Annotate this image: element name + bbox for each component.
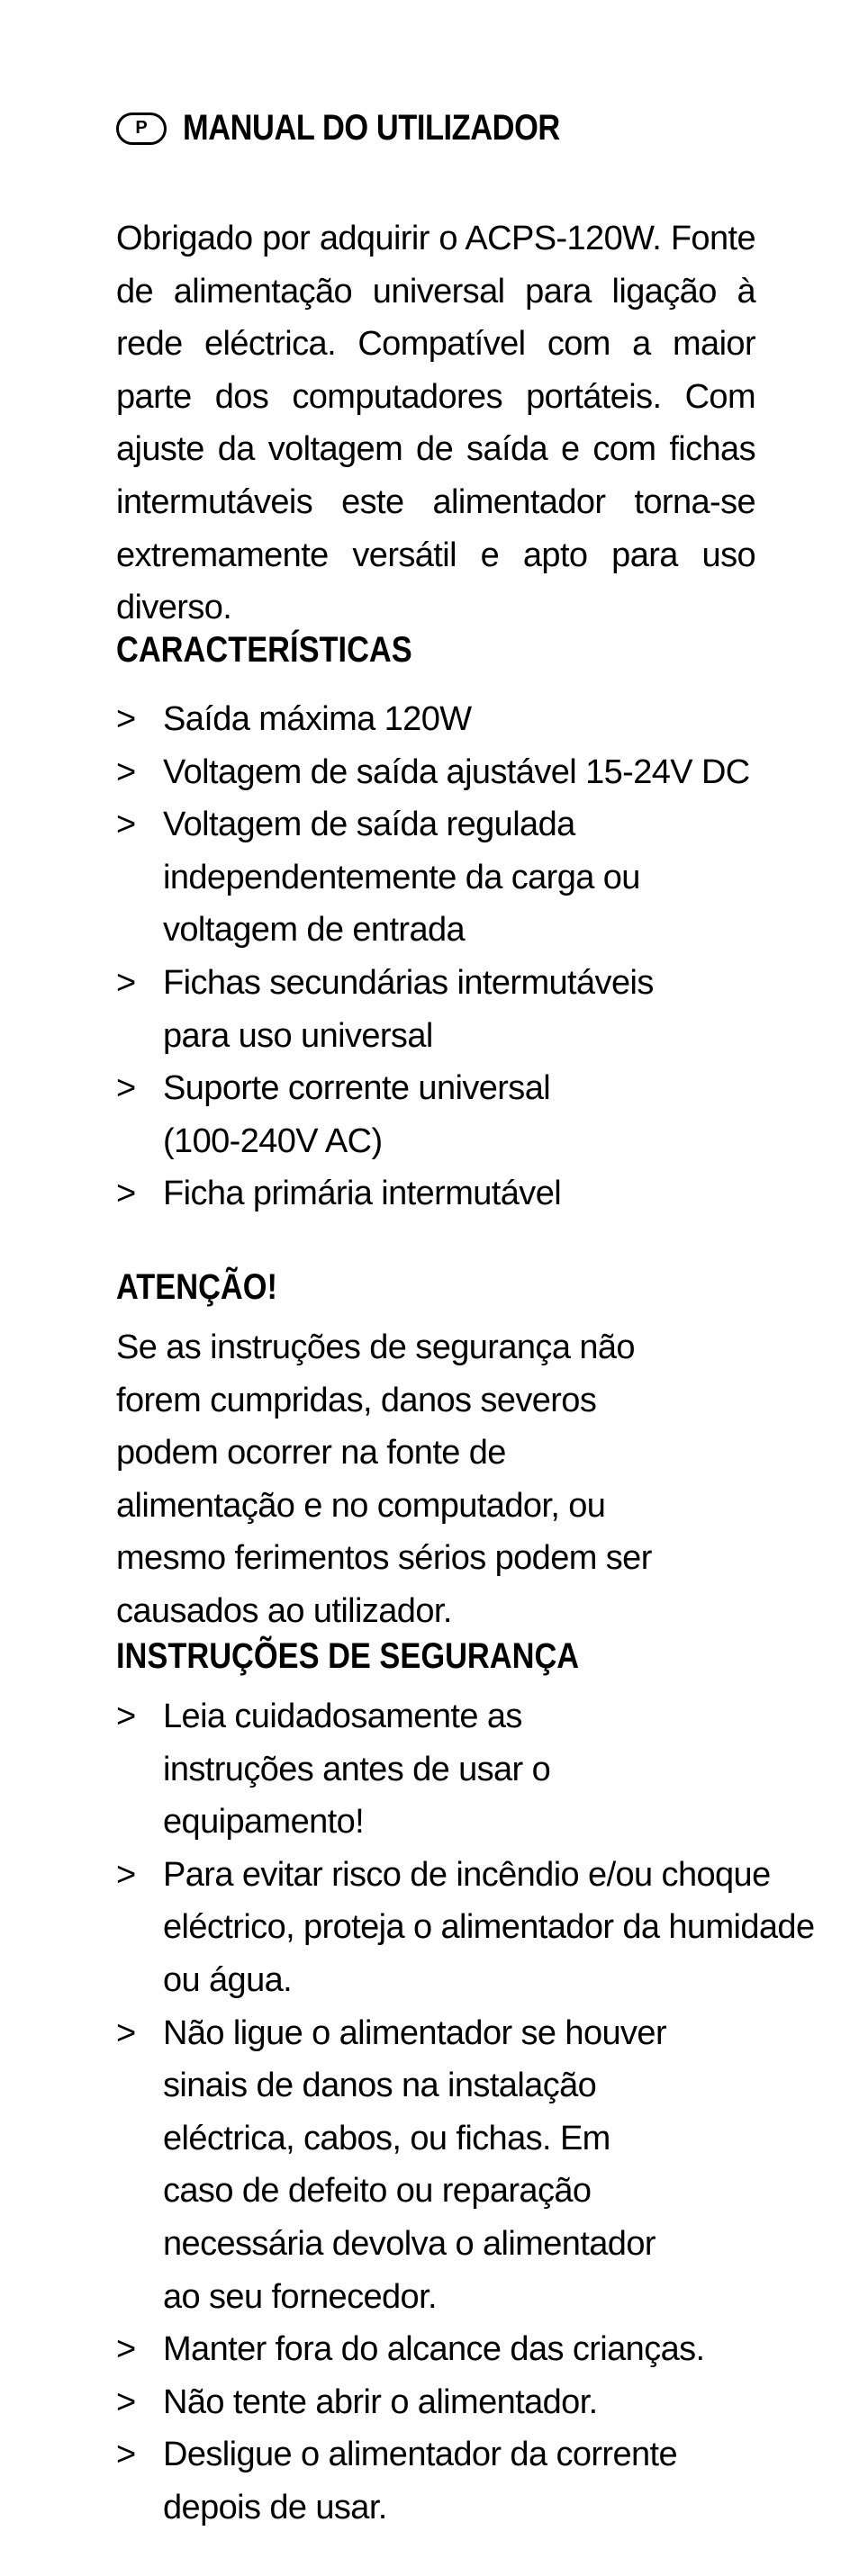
intro-paragraph: Obrigado por adquirir o ACPS-120W. Fonte de alimentação universal para ligação à rede eléctrica. Compatível com a maior parte dos computadores portáteis. Com ajuste da voltagem de saída e com fichas intermutáveis este alimentador torna-se extremamente versátil e apto para uso diverso. <box>116 220 755 627</box>
list-marker: > <box>116 2382 136 2421</box>
list-item-text: Ficha primária intermutável <box>163 1175 562 1213</box>
list-item <box>116 746 782 799</box>
list-item <box>116 2323 782 2376</box>
manual-title: MANUAL DO UTILIZADOR <box>183 108 560 148</box>
list-item-text: Não ligue o alimentador se houver sinais de danos na instalação eléctrica, cabos, ou fichas. Em caso de defeito ou reparação necessária devolva o alimentador ao seu fornecedor. <box>163 2013 666 2316</box>
list-item-text: Saída máxima 120W <box>163 700 472 738</box>
list-item <box>116 1167 782 1220</box>
manual-header <box>116 108 621 149</box>
list-marker: > <box>116 2013 136 2052</box>
list-item <box>116 2428 703 2534</box>
list-marker: > <box>116 1175 136 1213</box>
list-item-text: Suporte corrente universal (100-240V AC) <box>163 1069 551 1160</box>
language-badge: P <box>116 113 167 145</box>
list-item <box>116 2376 782 2429</box>
list-marker: > <box>116 2436 136 2474</box>
list-marker: > <box>116 700 136 738</box>
list-marker: > <box>116 963 136 1002</box>
list-item-text: Voltagem de saída ajustável 15-24V DC <box>163 752 750 791</box>
safety-list <box>116 1690 815 2535</box>
list-item <box>116 2007 685 2324</box>
list-marker: > <box>116 1855 136 1894</box>
warning-heading: ATENÇÃO! <box>116 1267 277 1307</box>
list-item <box>116 1690 667 1849</box>
features-heading: CARACTERÍSTICAS <box>116 630 412 670</box>
list-item <box>116 1849 829 2007</box>
list-item-text: Fichas secundárias intermutáveis para uso universal <box>163 963 654 1055</box>
list-marker: > <box>116 1698 136 1735</box>
list-marker: > <box>116 752 136 791</box>
list-item <box>116 1062 613 1167</box>
list-item <box>116 798 739 957</box>
list-item <box>116 957 667 1062</box>
list-marker: > <box>116 806 136 844</box>
list-marker: > <box>116 2330 136 2369</box>
list-item-text: Para evitar risco de incêndio e/ou choque eléctrico, proteja o alimentador da humidade ou água. <box>163 1855 815 1999</box>
warning-text: Se as instruções de segurança não forem cumpridas, danos severos podem ocorrer na fonte de alimentação e no computador, ou mesmo ferimentos sérios podem ser causados ao utilizador. <box>116 1329 652 1630</box>
list-item <box>116 693 782 746</box>
list-marker: > <box>116 1069 136 1108</box>
list-item-text: Desligue o alimentador da corrente depois de usar. <box>163 2436 678 2526</box>
safety-heading: INSTRUÇÕES DE SEGURANÇA <box>116 1636 580 1676</box>
list-item-text: Manter fora do alcance das crianças. <box>163 2330 705 2369</box>
features-list <box>116 693 782 1220</box>
list-item-text: Não tente abrir o alimentador. <box>163 2382 598 2421</box>
list-item-text: Leia cuidadosamente as instruções antes de usar o equipamento! <box>163 1698 551 1842</box>
list-item-text: Voltagem de saída regulada independentemente da carga ou voltagem de entrada <box>163 806 640 950</box>
